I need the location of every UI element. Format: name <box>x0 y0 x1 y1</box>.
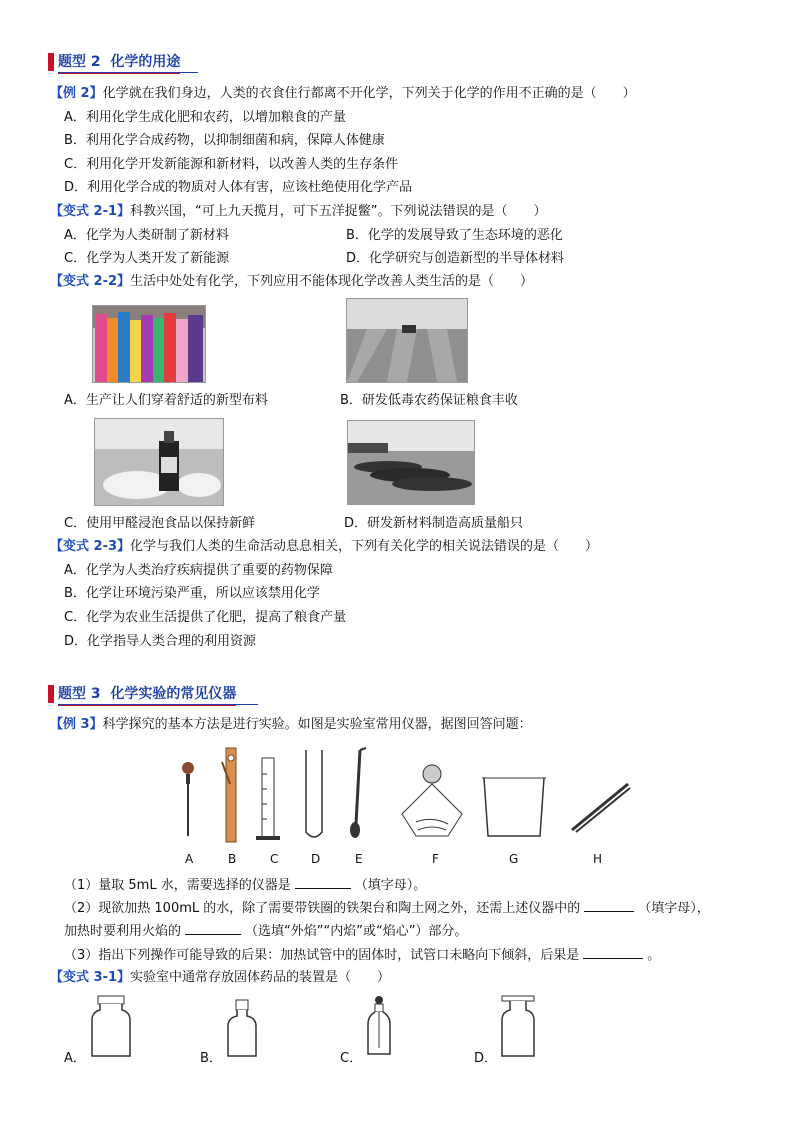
option-b: B．化学让环境污染严重，所以应该禁用化学 <box>64 586 320 601</box>
option-b: B．化学的发展导致了生态环境的恶化 <box>346 228 563 243</box>
section-header-3 <box>48 684 236 704</box>
boats-photo <box>347 420 475 505</box>
answer-blank[interactable] <box>584 899 634 912</box>
narrow-mouth-bottle-icon <box>224 998 260 1060</box>
option-a: A．利用化学生成化肥和农药，以增加粮食的产量 <box>64 110 346 125</box>
test-tube-holder-icon <box>222 748 236 842</box>
instrument-letter: G <box>509 852 519 866</box>
section-marker <box>48 685 54 703</box>
option-c: C．利用化学开发新能源和新材料，以改善人类的生存条件 <box>64 157 399 172</box>
instrument-letter: H <box>593 852 603 866</box>
answer-blank[interactable] <box>185 922 241 935</box>
question-v31: 【变式 3-1】实验室中通常存放固体药品的装置是（ ） <box>50 970 391 985</box>
option-a: A． <box>64 1051 86 1066</box>
option-d: D．利用化学合成的物质对人体有害，应该杜绝使用化学产品 <box>64 180 413 195</box>
option-d: D．化学研究与创造新型的半导体材料 <box>346 251 565 266</box>
option-c: C．化学为农业生活提供了化肥，提高了粮食产量 <box>64 610 347 625</box>
answer-blank[interactable] <box>295 876 351 889</box>
question-v22: 【变式 2-2】生活中处处有化学，下列应用不能体现化学改善人类生活的是（ ） <box>50 274 534 289</box>
option-d: D．研发新材料制造高质量船只 <box>344 516 524 531</box>
sub-question-3: （3）指出下列操作可能导致的后果：加热试管中的固体时，试管口未略向下倾斜，后果是 。 <box>64 948 661 963</box>
beaker-icon <box>482 778 546 836</box>
question-ex2: 【例 2】化学就在我们身边，人类的衣食住行都离不开化学，下列关于化学的作用不正确的是（ ） <box>50 86 636 101</box>
alcohol-lamp-icon <box>402 765 462 836</box>
option-d: D． <box>474 1051 498 1066</box>
answer-blank[interactable] <box>583 946 643 959</box>
instrument-letter: A <box>185 852 194 866</box>
option-a: A．化学为人类研制了新材料 <box>64 228 229 243</box>
instrument-letter: F <box>432 852 439 866</box>
option-b: B． <box>200 1051 222 1066</box>
question-v21: 【变式 2-1】科教兴国，“可上九天揽月，可下五洋捉鳖”。下列说法错误的是（ ） <box>50 204 547 219</box>
dropper-icon <box>182 762 194 836</box>
instrument-letter: C <box>270 852 279 866</box>
option-c: C． <box>340 1051 363 1066</box>
option-a: A．生产让人们穿着舒适的新型布料 <box>64 393 268 408</box>
section-underline <box>58 72 198 73</box>
dropper-bottle-icon <box>364 994 394 1058</box>
option-b: B．利用化学合成药物，以抑制细菌和病，保障人体健康 <box>64 133 385 148</box>
section-header-2 <box>48 52 180 72</box>
tweezers-icon <box>572 784 630 832</box>
section-title: 题型 2 化学的用途 <box>58 51 180 74</box>
sub-question-1: （1）量取 5mL 水，需要选择的仪器是 （填字母）。 <box>64 878 427 893</box>
section-title: 题型 3 化学实验的常见仪器 <box>58 683 236 706</box>
lab-instruments-figure <box>170 744 640 844</box>
option-a: A．化学为人类治疗疾病提供了重要的药物保障 <box>64 563 333 578</box>
fabric-photo <box>92 305 206 383</box>
chemical-bottle-photo <box>94 418 224 506</box>
test-tube-icon <box>306 750 322 837</box>
option-d: D．化学指导人类合理的利用资源 <box>64 634 257 649</box>
section-underline <box>58 704 258 705</box>
option-c: C．使用甲醛浸泡食品以保持新鲜 <box>64 516 256 531</box>
graduated-cylinder-icon <box>256 758 280 840</box>
sub-question-2: （2）现欲加热 100mL 的水，除了需要带铁圈的铁架台和陶土网之外，还需上述仪器中的 （填字母）， <box>64 901 710 916</box>
section-marker <box>48 53 54 71</box>
instrument-letter: E <box>355 852 363 866</box>
sub-question-2-cont: 加热时要利用火焰的 （选填“外焰”“内焰”或“焰心”）部分。 <box>64 924 468 939</box>
question-v23: 【变式 2-3】化学与我们人类的生命活动息息相关，下列有关化学的相关说法错误的是（ ） <box>50 539 599 554</box>
instrument-letter: D <box>311 852 321 866</box>
farmland-photo <box>346 298 468 383</box>
gas-bottle-icon <box>498 994 538 1060</box>
combustion-spoon-icon <box>350 748 366 838</box>
option-b: B．研发低毒农药保证粮食丰收 <box>340 393 518 408</box>
option-c: C．化学为人类开发了新能源 <box>64 251 230 266</box>
instrument-letter: B <box>228 852 237 866</box>
wide-mouth-bottle-icon <box>88 994 134 1060</box>
question-ex3: 【例 3】科学探究的基本方法是进行实验。如图是实验室常用仪器，据图回答问题： <box>50 717 532 732</box>
